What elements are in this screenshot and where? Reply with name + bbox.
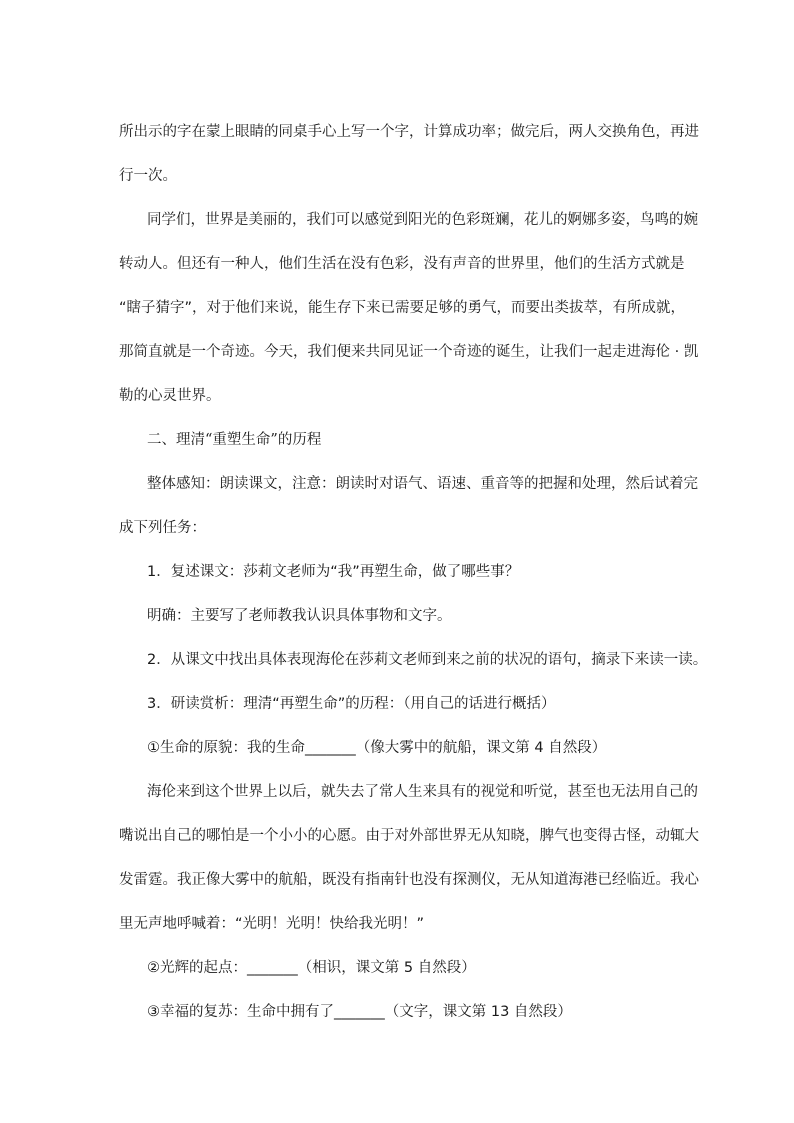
item-2: ②光辉的起点：_______（相识，课文第 5 自然段） xyxy=(147,960,476,976)
item-3: ③幸福的复苏：生命中拥有了_______（文字，课文第 13 自然段） xyxy=(147,1004,572,1020)
question-3: 3．研读赏析：理清“再塑生命”的历程：（用自己的话进行概括） xyxy=(147,696,556,712)
paragraph-line: 勒的心灵世界。 xyxy=(119,388,221,404)
paragraph-line: 整体感知：朗读课文，注意：朗读时对语气、语速、重音等的把握和处理，然后试着完 xyxy=(147,476,698,492)
paragraph-line: 同学们，世界是美丽的，我们可以感觉到阳光的色彩斑斓，花儿的婀娜多姿，鸟鸣的婉 xyxy=(147,212,698,228)
paragraph-line: 转动人。但还有一种人，他们生活在没有色彩，没有声音的世界里，他们的生活方式就是 xyxy=(119,256,685,272)
paragraph-line: 嘴说出自己的哪怕是一个小小的心愿。由于对外部世界无从知晓，脾气也变得古怪，动辄大 xyxy=(119,828,699,844)
section-heading: 二、理清“重塑生命”的历程 xyxy=(147,432,322,448)
paragraph-line: 成下列任务： xyxy=(119,520,206,536)
paragraph-line: 海伦来到这个世界上以后，就失去了常人生来具有的视觉和听觉，甚至也无法用自己的 xyxy=(147,784,698,800)
paragraph-line: 里无声地呼喊着：“光明！光明！快给我光明！” xyxy=(119,916,425,932)
question-2: 2．从课文中找出具体表现海伦在莎莉文老师到来之前的状况的语句，摘录下来读一读。 xyxy=(147,652,708,668)
paragraph-line: 行一次。 xyxy=(119,168,177,184)
item-1: ①生命的原貌：我的生命_______（像大雾中的航船，课文第 4 自然段） xyxy=(147,740,607,756)
paragraph-line: 发雷霆。我正像大雾中的航船，既没有指南针也没有探测仪，无从知道海港已经临近。我心 xyxy=(119,872,699,888)
paragraph-line: 那简直就是一个奇迹。今天，我们便来共同见证一个奇迹的诞生，让我们一起走进海伦 · 凯 xyxy=(119,344,699,360)
paragraph-line: “瞎子猜字”，对于他们来说，能生存下来已需要足够的勇气，而要出类拔萃，有所成就， xyxy=(119,300,686,316)
paragraph-line: 所出示的字在蒙上眼睛的同桌手心上写一个字，计算成功率；做完后，两人交换角色，再进 xyxy=(119,124,699,140)
question-1: 1．复述课文：莎莉文老师为“我”再塑生命，做了哪些事？ xyxy=(147,564,520,580)
answer-1: 明确：主要写了老师教我认识具体事物和文字。 xyxy=(147,608,452,624)
